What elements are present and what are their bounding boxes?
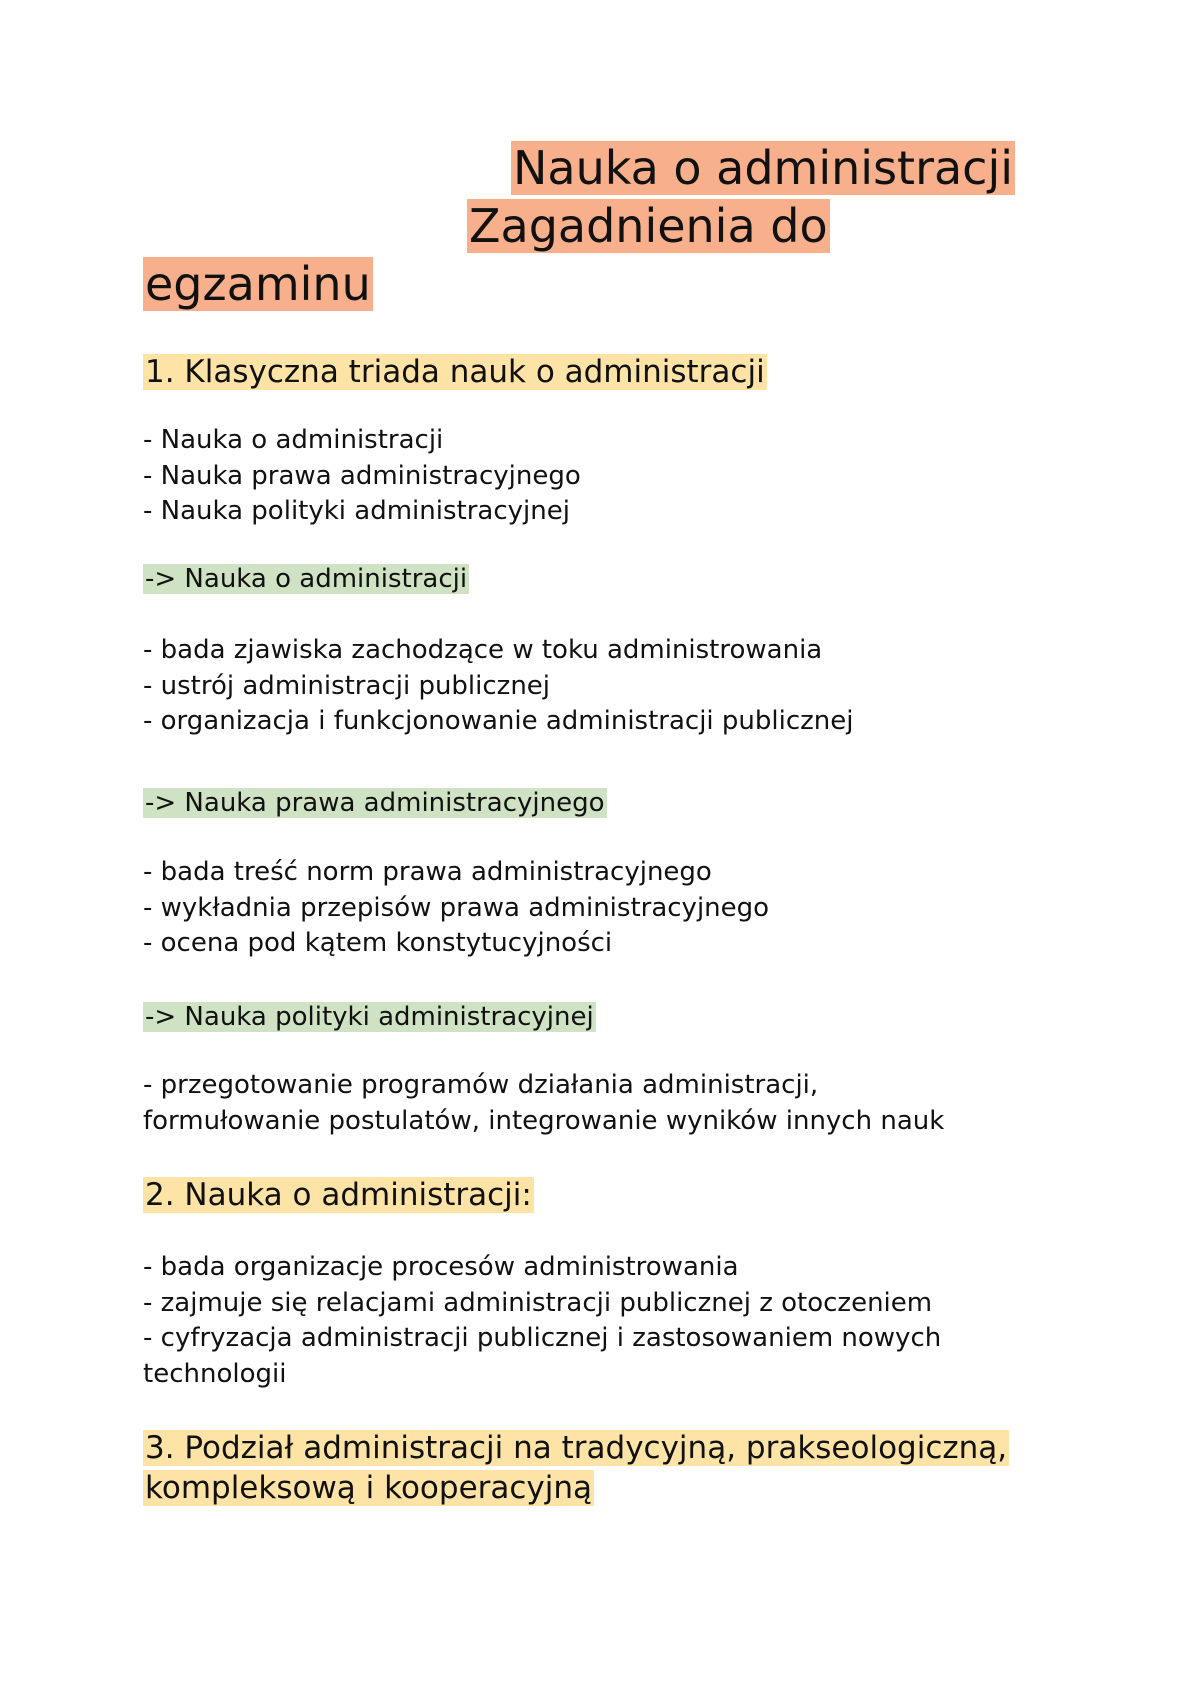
subsection-2-list	[143, 855, 1083, 962]
paragraph-line: - przegotowanie programów działania administracji,	[143, 1070, 819, 1100]
paragraph-line: formułowanie postulatów, integrowanie wyników innych nauk	[143, 1105, 945, 1136]
title-line-3: egzaminu	[145, 257, 371, 311]
list-item: - Nauka o administracji	[143, 425, 444, 455]
list-item: - bada organizacje procesów administrowania	[143, 1252, 739, 1282]
section-1-list	[143, 423, 1083, 530]
subsection-3-label: -> Nauka polityki administracyjnej	[145, 1002, 594, 1032]
subsection-1-label: -> Nauka o administracji	[145, 564, 468, 594]
section-3-heading: 3. Podział administracji na tradycyjną, prakseologiczną, kompleksową i kooperacyjną	[145, 1430, 1008, 1506]
list-item: - organizacja i funkcjonowanie administracji publicznej	[143, 706, 854, 736]
list-item: - ustrój administracji publicznej	[143, 670, 551, 701]
list-item: - zajmuje się relacjami administracji publicznej z otoczeniem	[143, 1287, 933, 1318]
list-item: - bada treść norm prawa administracyjnego	[143, 857, 712, 887]
list-item: - wykładnia przepisów prawa administracyjnego	[143, 892, 770, 923]
list-item: - cyfryzacja administracji publicznej i zastosowaniem nowych	[143, 1323, 942, 1353]
list-item: technologii	[143, 1358, 287, 1389]
section-1-heading: 1. Klasyczna triada nauk o administracji	[145, 354, 765, 390]
list-item: - ocena pod kątem konstytucyjności	[143, 928, 613, 958]
subsection-1-list	[143, 633, 1083, 740]
subsection-2-label: -> Nauka prawa administracyjnego	[145, 788, 605, 818]
list-item: - Nauka prawa administracyjnego	[143, 460, 581, 491]
section-2-heading: 2. Nauka o administracji:	[145, 1177, 532, 1213]
title-line-2: Zagadnienia do	[469, 199, 828, 253]
section-2-list	[143, 1250, 1083, 1392]
title-line-1: Nauka o administracji	[513, 141, 1014, 195]
subsection-3-paragraph	[143, 1068, 1083, 1139]
list-item: - Nauka polityki administracyjnej	[143, 496, 570, 526]
list-item: - bada zjawiska zachodzące w toku administrowania	[143, 635, 823, 665]
